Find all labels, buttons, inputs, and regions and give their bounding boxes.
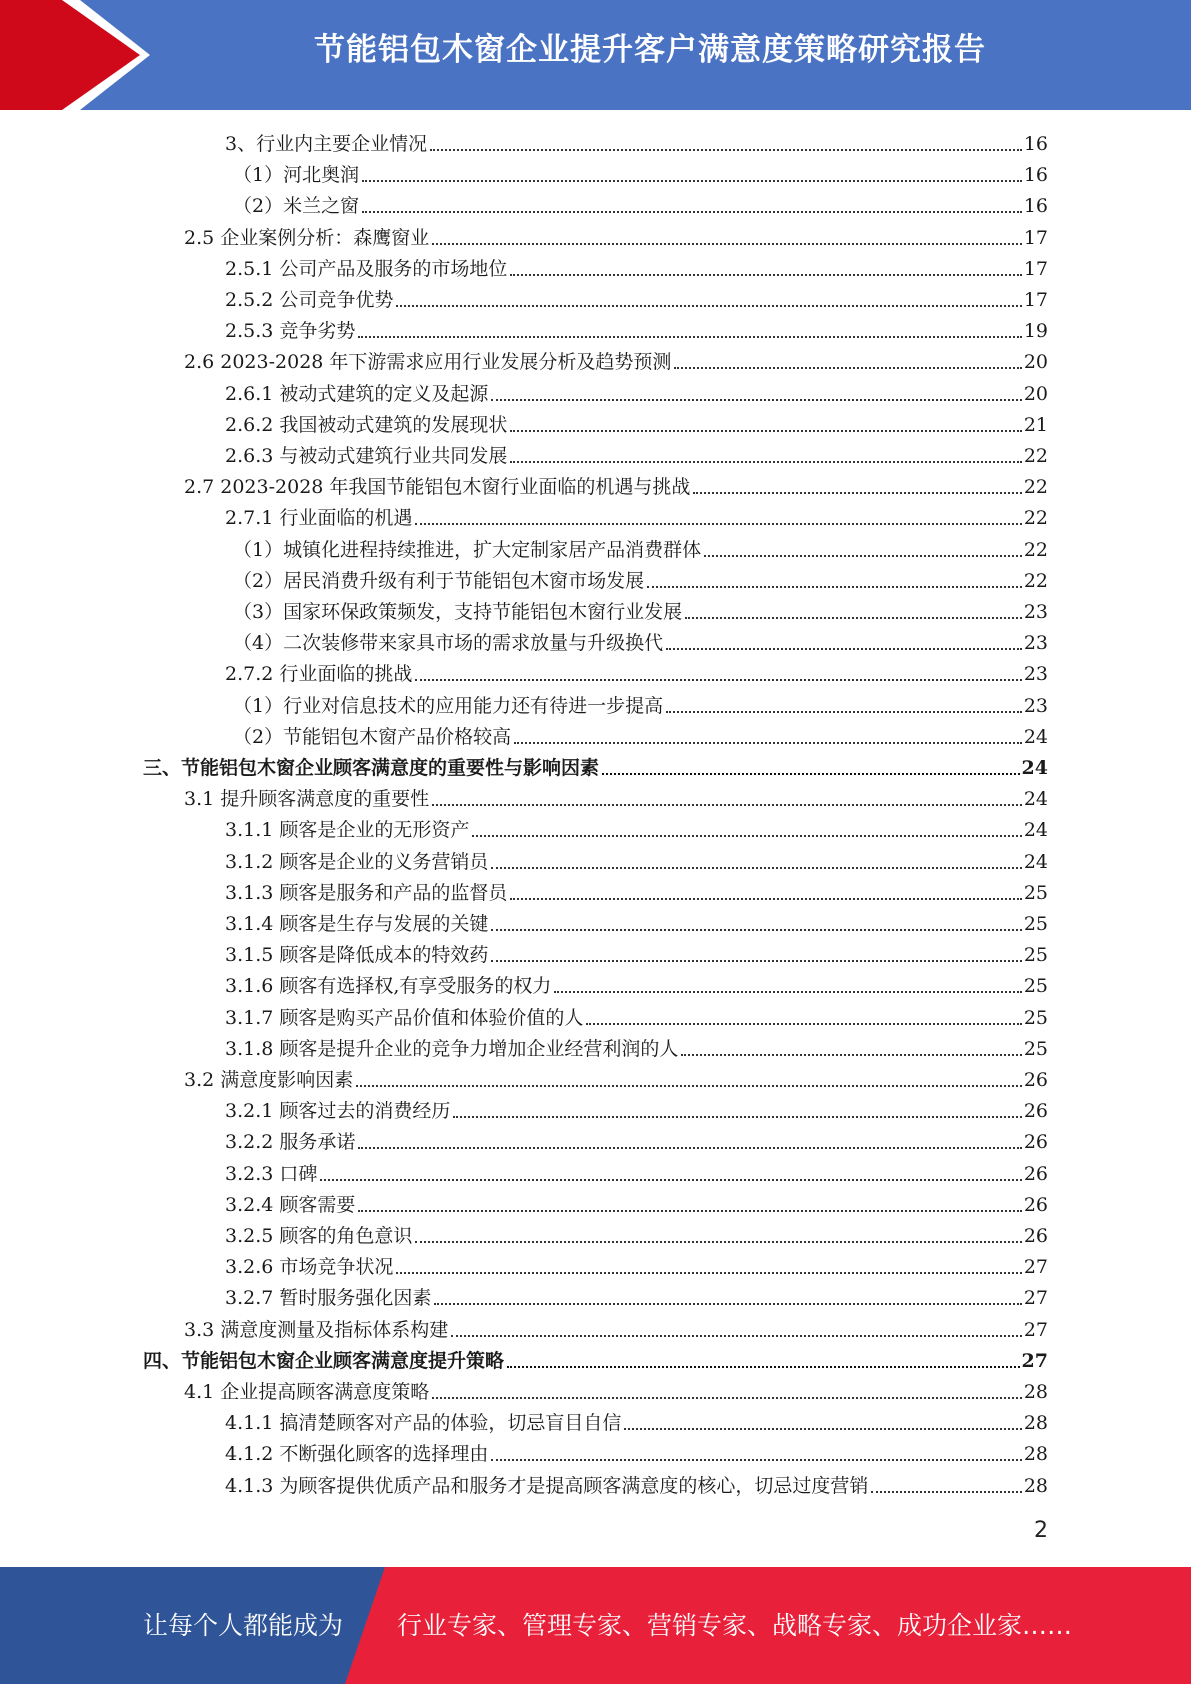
toc-entry-label: 2.6.3 与被动式建筑行业共同发展 xyxy=(225,445,508,467)
toc-entry-page: 28 xyxy=(1023,1443,1048,1466)
toc-dot-leader xyxy=(362,211,1022,213)
toc-entry[interactable] xyxy=(143,750,1048,781)
toc-entry-page: 16 xyxy=(1023,133,1048,155)
toc-entry-label: 4.1.1 搞清楚顾客对产品的体验，切忌盲目自信 xyxy=(225,1412,622,1435)
toc-entry-page: 23 xyxy=(1023,694,1048,717)
toc-entry-label: 3.1.6 顾客有选择权,有享受服务的权力 xyxy=(225,975,552,998)
toc-entry-label: （1）行业对信息技术的应用能力还有待进一步提高 xyxy=(233,694,664,717)
toc-dot-leader xyxy=(514,742,1022,744)
toc-dot-leader xyxy=(666,648,1022,650)
toc-entry-page: 27 xyxy=(1023,1318,1048,1341)
toc-dot-leader xyxy=(704,555,1022,557)
toc-entry[interactable] xyxy=(233,157,1048,188)
toc-entry[interactable] xyxy=(225,500,1048,531)
toc-entry[interactable] xyxy=(225,282,1048,313)
toc-dot-leader xyxy=(472,835,1021,837)
toc-entry-label: 2.7.1 行业面临的机遇 xyxy=(225,507,413,530)
toc-entry[interactable] xyxy=(225,1405,1048,1436)
toc-entry-page: 25 xyxy=(1023,1037,1048,1060)
page-header xyxy=(0,0,1191,110)
toc-entry[interactable] xyxy=(233,625,1048,656)
toc-entry-page: 26 xyxy=(1023,1225,1048,1247)
toc-dot-leader xyxy=(415,1241,1021,1243)
toc-entry-page: 22 xyxy=(1023,445,1048,467)
toc-entry-page: 23 xyxy=(1023,632,1048,655)
toc-entry[interactable] xyxy=(225,968,1048,999)
toc-dot-leader xyxy=(624,1428,1021,1430)
toc-dot-leader xyxy=(507,1366,1020,1368)
toc-dot-leader xyxy=(666,711,1022,713)
toc-entry-label: 4.1.3 为顾客提供优质产品和服务才是提高顾客满意度的核心，切忌过度营销 xyxy=(225,1474,869,1497)
toc-dot-leader xyxy=(396,1272,1021,1274)
toc-entry-page: 28 xyxy=(1023,1412,1048,1435)
toc-entry-page: 25 xyxy=(1023,1006,1048,1029)
toc-entry-page: 17 xyxy=(1023,257,1048,280)
toc-dot-leader xyxy=(356,1085,1022,1087)
toc-dot-leader xyxy=(674,367,1021,369)
toc-entry-label: 3.2.1 顾客过去的消费经历 xyxy=(225,1100,451,1123)
toc-dot-leader xyxy=(320,1179,1021,1181)
toc-dot-leader xyxy=(510,274,1021,276)
toc-dot-leader xyxy=(362,180,1022,182)
toc-entry-label: 3.1.1 顾客是企业的无形资产 xyxy=(225,819,470,842)
toc-entry-page: 27 xyxy=(1021,1349,1048,1372)
toc-entry[interactable] xyxy=(233,188,1048,219)
toc-entry-label: 三、节能铝包木窗企业顾客满意度的重要性与影响因素 xyxy=(143,757,600,779)
toc-entry[interactable] xyxy=(225,407,1048,438)
toc-entry-page: 25 xyxy=(1023,913,1048,935)
toc-entry-page: 27 xyxy=(1023,1287,1048,1310)
toc-entry-label: 2.5.2 公司竞争优势 xyxy=(225,289,394,311)
toc-dot-leader xyxy=(453,1116,1021,1118)
toc-dot-leader xyxy=(685,617,1022,619)
toc-entry-page: 23 xyxy=(1023,601,1048,623)
toc-entry-page: 26 xyxy=(1023,1131,1048,1154)
toc-entry-label: 3.2.2 服务承诺 xyxy=(225,1131,356,1154)
toc-entry[interactable] xyxy=(225,1156,1048,1187)
toc-dot-leader xyxy=(510,461,1021,463)
toc-entry[interactable] xyxy=(225,376,1048,407)
toc-entry-page: 26 xyxy=(1023,1069,1048,1091)
toc-dot-leader xyxy=(491,1459,1021,1461)
toc-entry[interactable] xyxy=(225,313,1048,344)
toc-entry-label: 3.2.7 暂时服务强化因素 xyxy=(225,1287,432,1310)
toc-entry-label: 3.1.7 顾客是购买产品价值和体验价值的人 xyxy=(225,1006,584,1029)
toc-dot-leader xyxy=(430,149,1022,151)
toc-entry[interactable] xyxy=(233,594,1048,625)
toc-entry-page: 28 xyxy=(1023,1381,1048,1403)
toc-entry-page: 23 xyxy=(1023,663,1048,686)
toc-dot-leader xyxy=(586,1023,1021,1025)
toc-entry[interactable] xyxy=(225,1280,1048,1311)
toc-entry-page: 24 xyxy=(1023,788,1048,811)
toc-entry-label: 2.5.3 竞争劣势 xyxy=(225,320,356,343)
toc-entry[interactable] xyxy=(225,1218,1048,1249)
toc-entry-label: （2）居民消费升级有利于节能铝包木窗市场发展 xyxy=(233,569,645,592)
toc-entry[interactable] xyxy=(233,532,1048,563)
toc-dot-leader xyxy=(871,1491,1021,1493)
toc-entry[interactable] xyxy=(184,1062,1048,1093)
toc-dot-leader xyxy=(432,804,1022,806)
toc-dot-leader xyxy=(434,1303,1021,1305)
toc-entry-label: 四、节能铝包木窗企业顾客满意度提升策略 xyxy=(143,1349,505,1372)
toc-entry[interactable] xyxy=(225,1436,1048,1467)
toc-entry-label: （4）二次装修带来家具市场的需求放量与升级换代 xyxy=(233,632,664,655)
toc-entry[interactable] xyxy=(225,844,1048,875)
toc-entry[interactable] xyxy=(225,1124,1048,1155)
toc-entry-page: 24 xyxy=(1023,850,1048,873)
toc-entry-label: 3.3 满意度测量及指标体系构建 xyxy=(184,1318,449,1341)
toc-entry-page: 16 xyxy=(1023,195,1048,218)
toc-entry-label: 2.6 2023-2028 年下游需求应用行业发展分析及趋势预测 xyxy=(184,351,672,374)
toc-dot-leader xyxy=(510,898,1021,900)
toc-entry-page: 26 xyxy=(1023,1162,1048,1185)
toc-entry[interactable] xyxy=(184,220,1048,251)
toc-entry-page: 24 xyxy=(1023,819,1048,842)
toc-dot-leader xyxy=(510,430,1021,432)
toc-dot-leader xyxy=(491,867,1021,869)
toc-entry[interactable] xyxy=(225,1031,1048,1062)
toc-dot-leader xyxy=(451,1335,1022,1337)
toc-entry-page: 25 xyxy=(1023,975,1048,998)
toc-entry[interactable] xyxy=(233,719,1048,750)
toc-entry-page: 28 xyxy=(1023,1474,1048,1497)
toc-entry-label: 3.2.6 市场竞争状况 xyxy=(225,1256,394,1279)
toc-entry-page: 20 xyxy=(1023,351,1048,374)
toc-dot-leader xyxy=(647,586,1022,588)
toc-entry[interactable] xyxy=(225,875,1048,906)
toc-dot-leader xyxy=(693,492,1021,494)
toc-entry[interactable] xyxy=(225,251,1048,282)
document-title: 节能铝包木窗企业提升客户满意度策略研究报告 xyxy=(314,32,986,68)
toc-entry-label: 2.7.2 行业面临的挑战 xyxy=(225,663,413,686)
toc-dot-leader xyxy=(415,523,1021,525)
toc-dot-leader xyxy=(491,399,1021,401)
toc-entry[interactable] xyxy=(225,1468,1048,1499)
toc-entry-label: 2.5.1 公司产品及服务的市场地位 xyxy=(225,257,508,280)
toc-entry-label: （1）河北奥润 xyxy=(233,164,360,187)
toc-entry-label: （1）城镇化进程持续推进，扩大定制家居产品消费群体 xyxy=(233,538,702,561)
toc-entry-page: 16 xyxy=(1023,164,1048,187)
toc-entry-page: 26 xyxy=(1023,1193,1048,1216)
toc-entry-label: 3.1.2 顾客是企业的义务营销员 xyxy=(225,850,489,873)
toc-entry-page: 21 xyxy=(1023,413,1048,436)
toc-entry-label: 2.5 企业案例分析：森鹰窗业 xyxy=(184,226,430,249)
toc-entry[interactable] xyxy=(143,1343,1048,1374)
toc-entry[interactable] xyxy=(225,1093,1048,1124)
toc-entry[interactable] xyxy=(233,688,1048,719)
page-footer xyxy=(0,1567,1191,1684)
toc-entry[interactable] xyxy=(184,469,1048,500)
toc-dot-leader xyxy=(602,773,1020,775)
toc-entry[interactable] xyxy=(225,1249,1048,1280)
toc-entry-label: （2）节能铝包木窗产品价格较高 xyxy=(233,725,512,748)
toc-entry-page: 22 xyxy=(1023,538,1048,561)
toc-entry-label: 3.2.3 口碑 xyxy=(225,1162,318,1185)
toc-entry-label: 3.1.8 顾客是提升企业的竞争力增加企业经营利润的人 xyxy=(225,1037,679,1060)
toc-entry[interactable] xyxy=(225,812,1048,843)
toc-entry-label: （2）米兰之窗 xyxy=(233,195,360,218)
toc-entry[interactable] xyxy=(225,1187,1048,1218)
toc-entry-page: 24 xyxy=(1023,725,1048,748)
toc-entry-page: 22 xyxy=(1023,507,1048,530)
toc-entry-page: 24 xyxy=(1021,757,1048,779)
toc-entry-page: 17 xyxy=(1023,226,1048,249)
footer-slogan-left: 让每个人都能成为 xyxy=(143,1611,344,1640)
toc-entry-label: 4.1.2 不断强化顾客的选择理由 xyxy=(225,1443,489,1466)
toc-entry[interactable] xyxy=(225,438,1048,469)
toc-entry-label: 3.1.4 顾客是生存与发展的关键 xyxy=(225,913,489,935)
toc-dot-leader xyxy=(358,336,1021,338)
toc-dot-leader xyxy=(432,1397,1022,1399)
toc-entry-page: 26 xyxy=(1023,1100,1048,1123)
toc-entry-page: 27 xyxy=(1023,1256,1048,1279)
toc-dot-leader xyxy=(415,679,1021,681)
toc-entry-page: 17 xyxy=(1023,289,1048,311)
toc-entry-label: 4.1 企业提高顾客满意度策略 xyxy=(184,1381,430,1403)
toc-dot-leader xyxy=(681,1054,1021,1056)
toc-entry-label: 2.7 2023-2028 年我国节能铝包木窗行业面临的机遇与挑战 xyxy=(184,476,691,499)
toc-entry[interactable] xyxy=(225,656,1048,687)
toc-dot-leader xyxy=(396,305,1021,307)
toc-entry-label: 3.1 提升顾客满意度的重要性 xyxy=(184,788,430,811)
toc-entry-page: 22 xyxy=(1023,569,1048,592)
toc-entry-label: 3、行业内主要企业情况 xyxy=(225,133,428,155)
toc-entry[interactable] xyxy=(184,1312,1048,1343)
toc-dot-leader xyxy=(491,960,1021,962)
toc-entry[interactable] xyxy=(184,781,1048,812)
toc-entry-page: 22 xyxy=(1023,476,1048,499)
toc-entry[interactable] xyxy=(184,344,1048,375)
toc-entry[interactable] xyxy=(225,906,1048,937)
toc-entry-label: 3.2.5 顾客的角色意识 xyxy=(225,1225,413,1247)
page-number: 2 xyxy=(1034,1518,1048,1543)
toc-entry-label: （3）国家环保政策频发，支持节能铝包木窗行业发展 xyxy=(233,601,683,623)
toc-entry-page: 25 xyxy=(1023,944,1048,967)
toc-entry-page: 25 xyxy=(1023,881,1048,904)
toc-dot-leader xyxy=(432,243,1022,245)
toc-entry[interactable] xyxy=(184,1374,1048,1405)
toc-entry-label: 3.1.5 顾客是降低成本的特效药 xyxy=(225,944,489,967)
toc-dot-leader xyxy=(358,1210,1021,1212)
toc-entry[interactable] xyxy=(225,937,1048,968)
toc-entry-label: 3.2 满意度影响因素 xyxy=(184,1069,354,1091)
toc-entry-label: 2.6.1 被动式建筑的定义及起源 xyxy=(225,382,489,405)
toc-entry-page: 20 xyxy=(1023,382,1048,405)
toc-dot-leader xyxy=(358,1147,1021,1149)
toc-entry[interactable] xyxy=(225,126,1048,157)
footer-slogan-right: 行业专家、管理专家、营销专家、战略专家、成功企业家…… xyxy=(397,1611,1073,1640)
toc-entry-label: 3.2.4 顾客需要 xyxy=(225,1193,356,1216)
toc-dot-leader xyxy=(491,929,1021,931)
toc-entry[interactable] xyxy=(233,563,1048,594)
toc-entry[interactable] xyxy=(225,1000,1048,1031)
toc-dot-leader xyxy=(554,991,1021,993)
toc-entry-label: 3.1.3 顾客是服务和产品的监督员 xyxy=(225,881,508,904)
toc-entry-page: 19 xyxy=(1023,320,1048,343)
toc-entry-label: 2.6.2 我国被动式建筑的发展现状 xyxy=(225,413,508,436)
